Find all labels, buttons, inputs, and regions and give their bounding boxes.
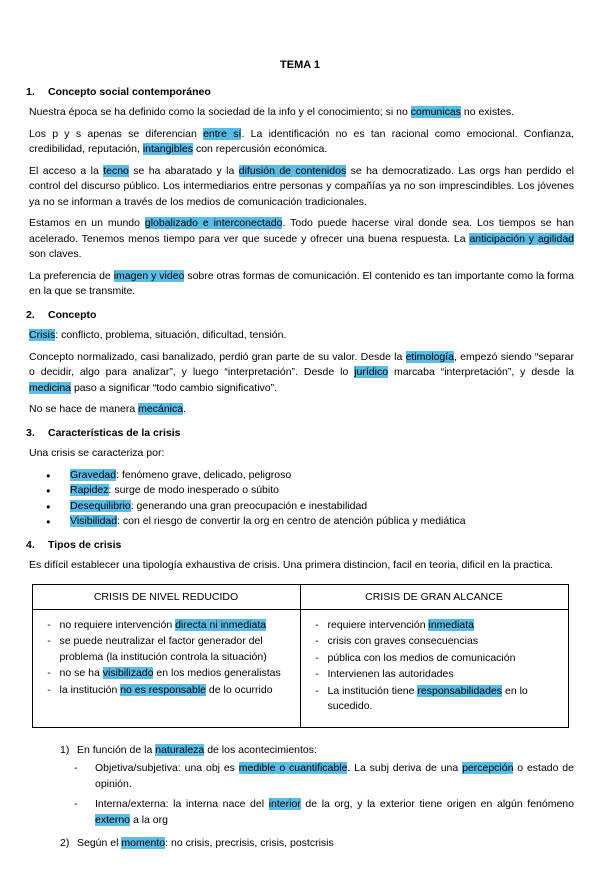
paragraph: No se hace de manera mecánica. — [29, 403, 187, 415]
paragraph: Los p y s apenas se diferencian entre sí. La identificación no es tan racional como emocional. Confianza, credibilidad, reputación, intangibles con repercusión económica. — [29, 127, 574, 155]
dash-icon: - — [74, 762, 78, 774]
paragraph: Estamos en un mundo globalizado e interconectado. Todo puede hacerse viral donde sea. Los tiempos se han acelerado. Tenemos menos tiempo para ver que sucede y ofrecer una buena respuesta. La anticipación y agilidad son claves. — [29, 217, 575, 260]
dash-icon: - — [315, 651, 319, 664]
list-item-text: Desequilibrio: generando una gran preocupación e inestabilidad — [70, 499, 368, 512]
dash-icon: - — [74, 798, 78, 810]
table-cell-alcance — [300, 609, 568, 727]
sub-item — [74, 797, 574, 828]
list-item-text: no se ha visibilizado en los medios generalistas — [59, 667, 281, 679]
bullet-icon: ● — [46, 486, 51, 495]
dash-icon: - — [315, 635, 319, 647]
section-heading-concepto-social — [26, 85, 574, 101]
list-item-text: Rapidez: surge de modo inesperado o súbito — [70, 484, 279, 496]
dash-icon: - — [47, 667, 51, 679]
section-heading-caracteristicas — [26, 426, 574, 442]
list-item-text: se puede neutralizar el factor generador del problema (la institución controla la situación) — [59, 635, 267, 663]
number-label: 1) — [60, 743, 70, 756]
list-item — [46, 514, 574, 530]
bullet-icon: ● — [46, 470, 51, 480]
crisis-characteristics-list — [46, 468, 574, 530]
section-heading-tipos — [26, 538, 574, 554]
list-item — [46, 499, 574, 515]
dash-icon: - — [315, 684, 319, 697]
dash-icon: - — [315, 668, 319, 680]
paragraph: La preferencia de imagen y video sobre otras formas de comunicación. El contenido es tan importante como la forma en la que se transmite. — [29, 269, 574, 297]
section-number: 2. — [26, 308, 35, 321]
list-item — [307, 684, 558, 715]
list-item — [307, 667, 558, 683]
list-item — [39, 683, 290, 699]
bullet-icon: ● — [46, 501, 51, 511]
page-title: TEMA 1 — [280, 59, 320, 71]
section-heading-concepto — [26, 308, 574, 324]
dash-icon: - — [47, 635, 51, 647]
numbered-item-text: Según el momento: no crisis, precrisis, crisis, postcrisis — [77, 837, 334, 849]
list-item-text: Gravedad: fenómeno grave, delicado, peligroso — [70, 468, 292, 481]
table-cell-reduced — [32, 609, 300, 727]
paragraph: Nuestra época se ha definido como la sociedad de la info y el conocimiento; si no comunicas no existes. — [29, 106, 515, 118]
paragraph: Una crisis se caracteriza por: — [29, 447, 165, 459]
list-item — [39, 634, 290, 665]
list-item-text: no requiere intervención directa ni inmediata — [59, 618, 267, 631]
section-title: Concepto social contemporáneo — [48, 85, 211, 98]
classification-list — [60, 743, 574, 852]
list-item-text: La institución tiene responsabilidades en lo sucedido. — [327, 684, 528, 712]
dash-icon: - — [315, 618, 319, 631]
numbered-item-text: En función de la naturaleza de los acontecimientos: — [77, 743, 317, 756]
section-title: Concepto — [48, 308, 97, 321]
table-header-reduced: CRISIS DE NIVEL REDUCIDO — [32, 584, 300, 609]
numbered-item-2 — [60, 836, 574, 852]
list-item — [307, 618, 558, 634]
list-item — [307, 634, 558, 650]
sub-item — [74, 761, 574, 792]
section-title: Características de la crisis — [48, 426, 181, 439]
list-item — [39, 666, 290, 682]
list-item-text: Visibilidad: con el riesgo de convertir la org en centro de atención pública y mediática — [70, 515, 466, 527]
section-number: 3. — [26, 426, 35, 439]
paragraph: El acceso a la tecno se ha abaratado y la difusión de contenidos se ha democratizado. Las orgs han perdido el control del discurso público. Los intermediarios entre personas y compañías ya no son imprescindibles. Los jóvenes ya no se informan a través de los medios de comunicación tradicionales. — [29, 164, 574, 208]
dash-icon: - — [47, 618, 51, 631]
list-item-text: crisis con graves consecuencias — [327, 635, 479, 647]
numbered-item-1 — [60, 743, 574, 759]
list-item — [39, 618, 290, 634]
paragraph: Es difícil establecer una tipología exhaustiva de crisis. Una primera distincion, facil en teoria, dificil en la practica. — [29, 559, 554, 571]
number-label: 2) — [60, 837, 70, 849]
list-item — [46, 483, 574, 499]
list-item-text: Intervienen las autoridades — [327, 668, 454, 680]
list-item — [307, 651, 558, 667]
bullet-icon: ● — [46, 517, 51, 526]
paragraph: Crisis: conflicto, problema, situación, dificultad, tensión. — [29, 329, 287, 341]
dash-icon: - — [47, 683, 51, 696]
section-title: Tipos de crisis — [48, 538, 122, 551]
table-header-alcance: CRISIS DE GRAN ALCANCE — [300, 584, 568, 609]
paragraph: Concepto normalizado, casi banalizado, perdió gran parte de su valor. Desde la etimología, empezó siendo “separar o decidir, algo para analizar”, y luego “interpretación”. Desde lo jurídico marcaba “interpretación”, y desde la medicina paso a significar “todo cambio significativo”. — [29, 350, 574, 394]
section-number: 4. — [26, 538, 35, 551]
list-item-text: requiere intervención inmediata — [327, 618, 475, 631]
list-item — [46, 468, 574, 484]
crisis-types-table — [32, 584, 569, 728]
sub-item-text: Interna/externa: la interna nace del interior de la org, y la exterior tiene origen en algún fenómeno externo a la org — [95, 798, 574, 826]
sub-item-text: Objetiva/subjetiva: una obj es medible o cuantificable. La subj deriva de una percepción o estado de opinión. — [95, 762, 574, 790]
list-item-text: pública con los medios de comunicación — [327, 651, 516, 664]
section-number: 1. — [26, 85, 35, 98]
list-item-text: la institución no es responsable de lo ocurrido — [59, 683, 273, 696]
